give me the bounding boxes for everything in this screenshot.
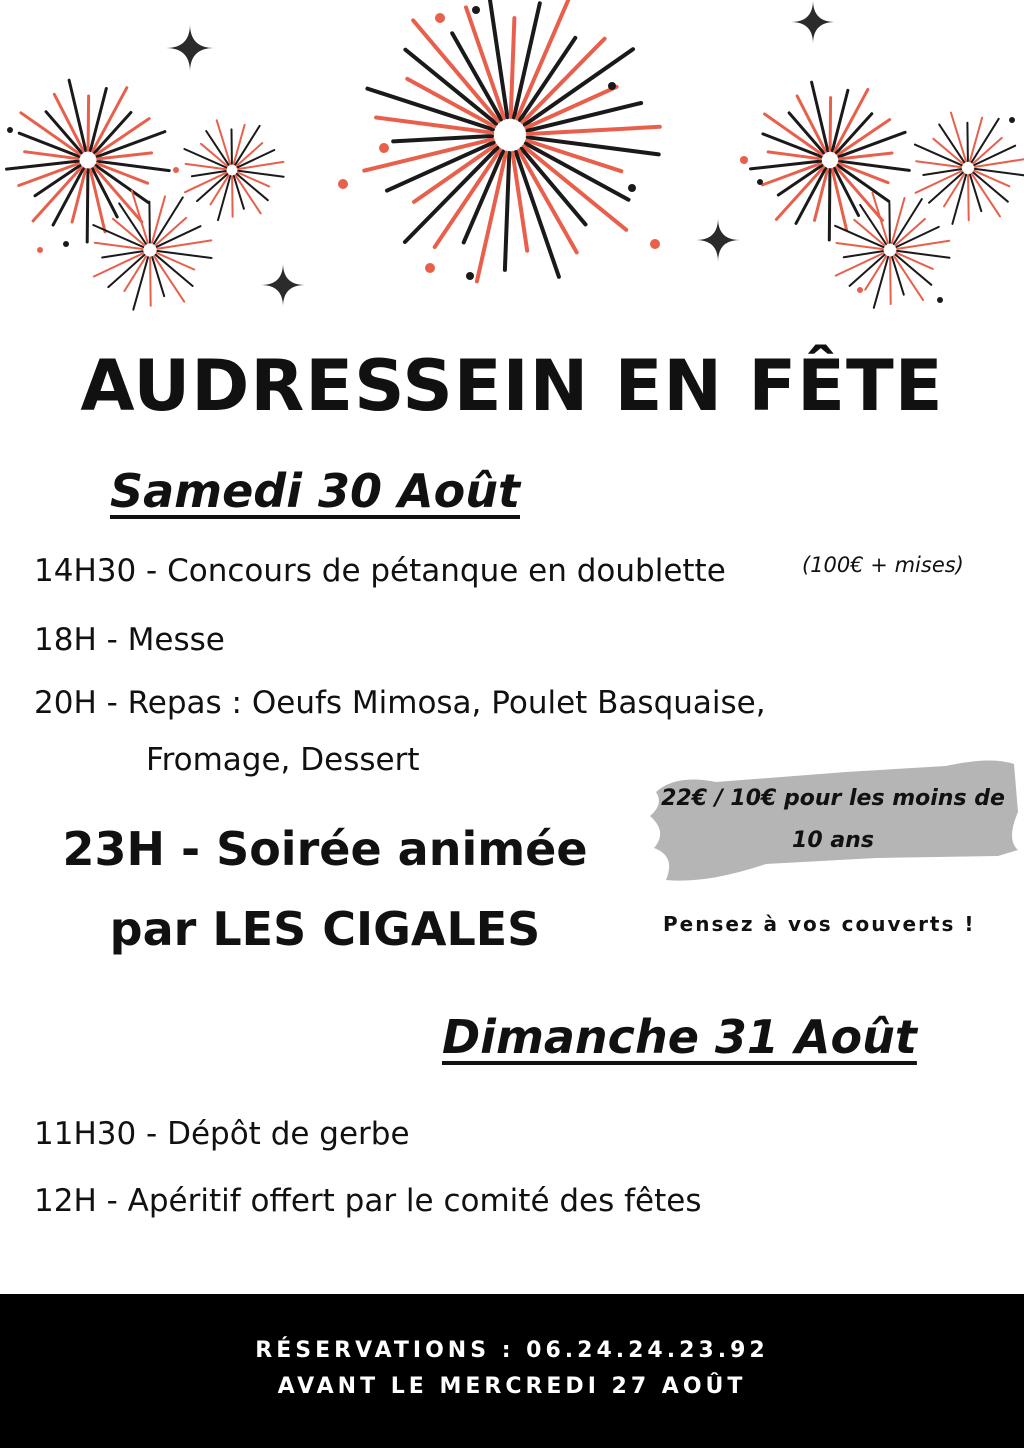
confetti-dot-icon xyxy=(740,156,748,164)
event-repas-menu: Fromage, Dessert xyxy=(146,742,420,778)
evening-line-1: 23H - Soirée animée xyxy=(62,822,588,876)
confetti-dot-icon xyxy=(757,179,763,185)
confetti-dot-icon xyxy=(466,272,474,280)
event-repas: 20H - Repas : Oeufs Mimosa, Poulet Basquaise, xyxy=(34,685,766,721)
confetti-dot-icon xyxy=(37,247,43,253)
price-text: 22€ / 10€ pour les moins de 10 ans xyxy=(661,786,1005,853)
confetti-dot-icon xyxy=(63,241,69,247)
petanque-prize-note: (100€ + mises) xyxy=(802,553,964,577)
event-petanque: 14H30 - Concours de pétanque en doublette xyxy=(34,553,726,589)
firework-burst-icon xyxy=(93,191,211,310)
firework-burst-icon xyxy=(751,82,910,240)
confetti-dot-icon xyxy=(608,82,616,90)
confetti-dot-icon xyxy=(937,297,943,303)
reservation-phone: RÉSERVATIONS : 06.24.24.23.92 xyxy=(255,1338,769,1363)
firework-burst-icon xyxy=(7,80,170,242)
firework-burst-icon xyxy=(915,113,1024,224)
sparkle-star-icon xyxy=(166,24,214,72)
confetti-dot-icon xyxy=(338,179,348,189)
confetti-dot-icon xyxy=(857,287,863,293)
confetti-dot-icon xyxy=(650,239,660,249)
confetti-dot-icon xyxy=(379,143,389,153)
reservation-deadline: AVANT LE MERCREDI 27 AOÛT xyxy=(277,1374,747,1399)
evening-line-2: par LES CIGALES xyxy=(109,902,541,956)
confetti-dot-icon xyxy=(173,167,179,173)
confetti-dot-icon xyxy=(7,127,13,133)
confetti-dot-icon xyxy=(472,6,480,14)
price-badge xyxy=(646,752,1020,888)
confetti-dot-icon xyxy=(628,184,636,192)
confetti-dot-icon xyxy=(425,263,435,273)
confetti-dot-icon xyxy=(435,13,445,23)
sunday-heading: Dimanche 31 Août xyxy=(442,1010,917,1064)
sparkle-star-icon xyxy=(696,218,740,262)
confetti-dot-icon xyxy=(1009,117,1015,123)
reservation-footer xyxy=(0,1294,1024,1448)
event-aperitif: 12H - Apéritif offert par le comité des fêtes xyxy=(34,1183,702,1219)
event-messe: 18H - Messe xyxy=(34,622,225,658)
firework-burst-icon xyxy=(364,0,660,281)
firework-burst-icon xyxy=(184,120,283,220)
saturday-heading: Samedi 30 Août xyxy=(110,464,520,518)
page-title: AUDRESSEIN EN FÊTE xyxy=(80,345,944,427)
sparkle-star-icon xyxy=(261,263,305,307)
fireworks-decoration xyxy=(0,0,1024,330)
sparkle-star-icon xyxy=(791,0,835,44)
cutlery-reminder: Pensez à vos couverts ! xyxy=(663,912,976,936)
event-depot-gerbe: 11H30 - Dépôt de gerbe xyxy=(34,1116,410,1152)
firework-burst-icon xyxy=(835,193,949,308)
